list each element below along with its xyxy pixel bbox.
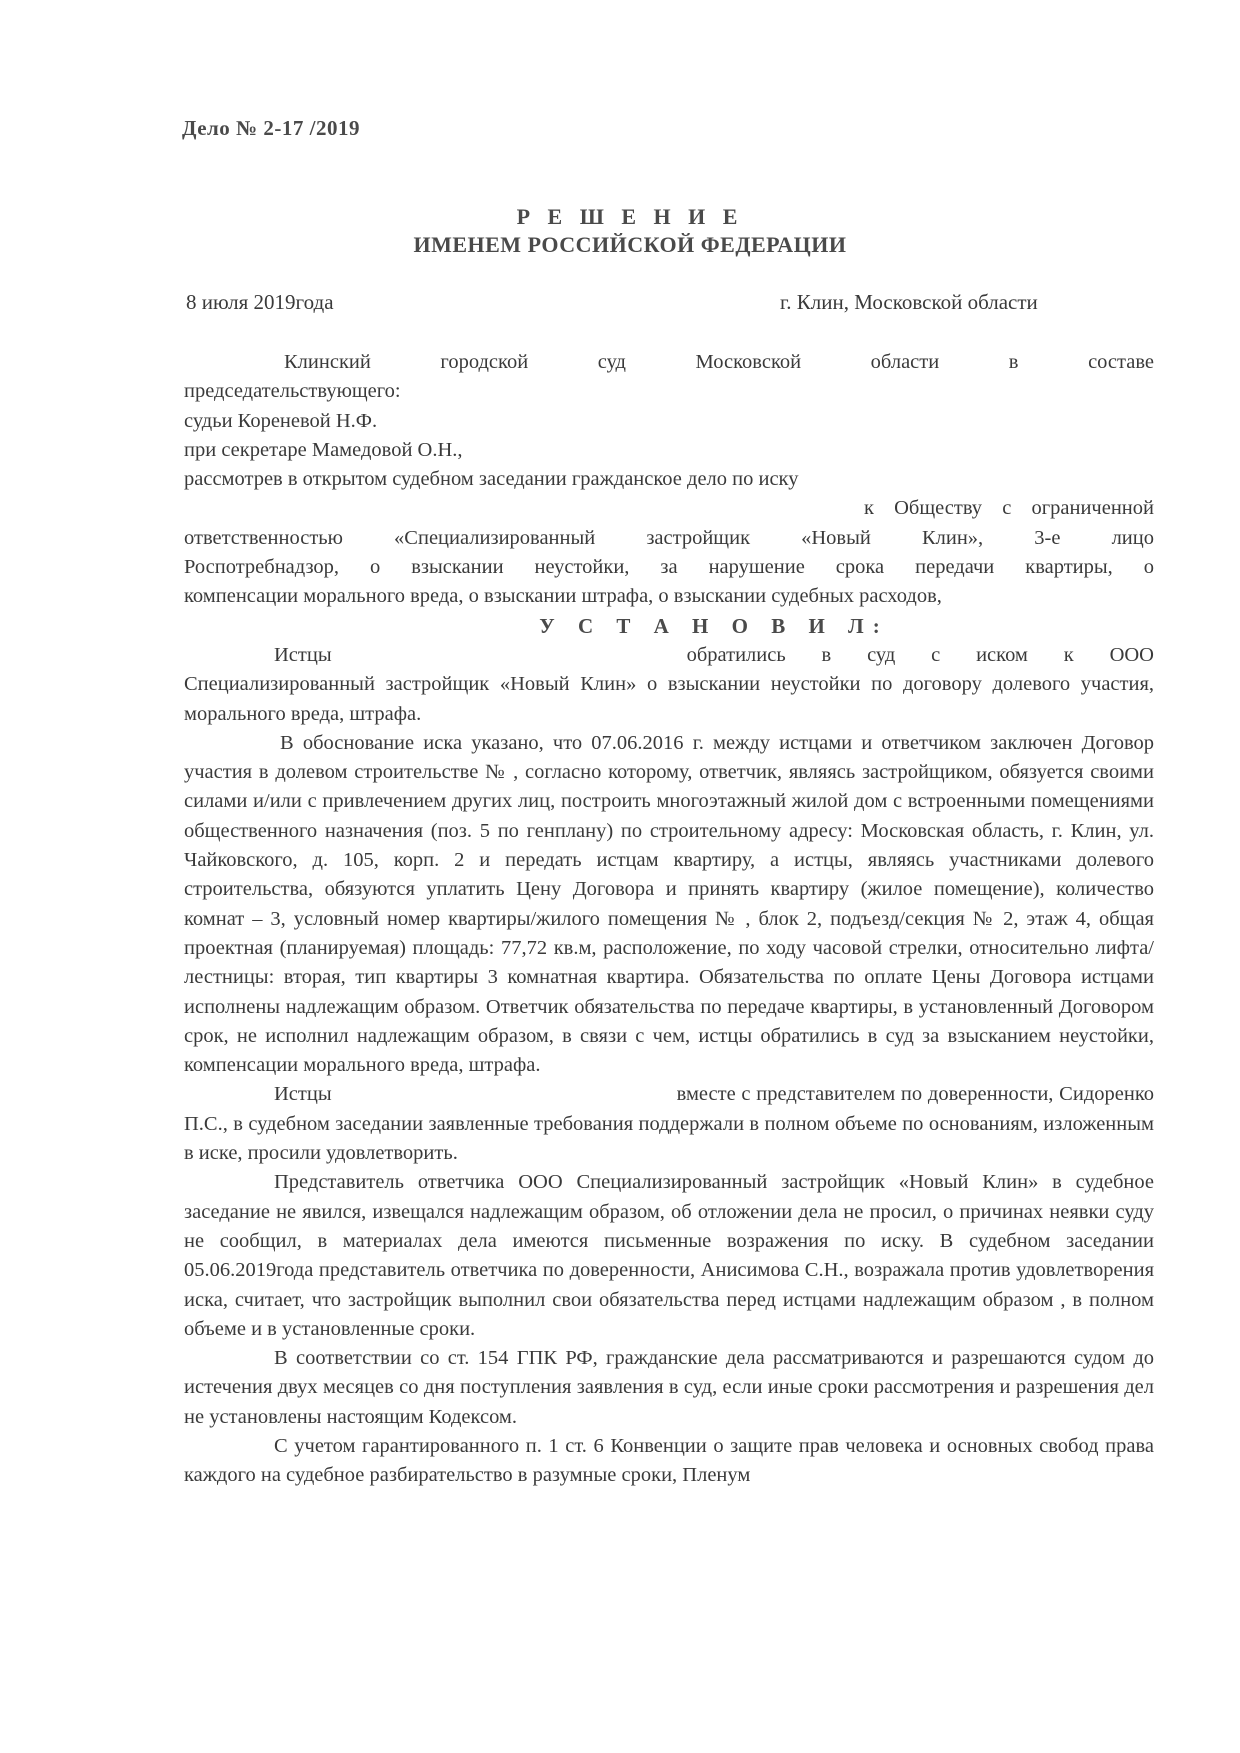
- claim-subject-line-2: компенсации морального вреда, о взыскании штрафа, о взыскании судебных расходов,: [184, 585, 942, 608]
- paragraph-3: [184, 1080, 1154, 1168]
- document-title: Р Е Ш Е Н И Е: [516, 204, 744, 229]
- paragraph-4: Представитель ответчика ООО Специализированный застройщик «Новый Клин» в судебное заседание не явился, извещался надлежащим образом, об отложении дела не просил, о причинах неявки суду не сообщил, в материалах дела имеются письменные возражения по иску. В судебном заседании 05.06.2019года представитель ответчика по доверенности, Анисимова С.Н., возражала против удовлетворения иска, считает, что застройщик выполнил свои обязательства перед истцами надлежащим образом , в полном объеме и в установленные сроки.: [184, 1171, 1154, 1340]
- defendant-text: к Обществу с ограниченной: [864, 497, 1154, 520]
- defendant-name-line: ответственностью «Специализированный застройщик «Новый Клин», 3-е лицо: [184, 526, 1154, 549]
- paragraph-3-lead: Истцы: [274, 1083, 332, 1106]
- paragraph-5: В соответствии со ст. 154 ГПК РФ, гражданские дела рассматриваются и разрешаются судом до истечения двух месяцев со дня поступления заявления в суд, если иные сроки рассмотрения и разрешения дел не установлены настоящим Кодексом.: [184, 1347, 1154, 1428]
- paragraph-1: [184, 641, 1154, 729]
- case-number: Дело № 2-17 /2019: [182, 116, 360, 140]
- document-subtitle: ИМЕНЕМ РОССИЙСКОЙ ФЕДЕРАЦИИ: [413, 232, 847, 257]
- document-body: [184, 348, 1154, 1491]
- defendant-line: [184, 494, 1154, 523]
- presiding-label: председательствующего:: [184, 380, 401, 403]
- paragraph-6: С учетом гарантированного п. 1 ст. 6 Конвенции о защите прав человека и основных свобод права каждого на судебное разбирательство в разумные сроки, Пленум: [184, 1434, 1154, 1487]
- court-composition-line: Клинский городской суд Московской области в составе: [284, 351, 1154, 373]
- decision-date: 8 июля 2019года: [186, 290, 334, 314]
- established-heading: У С Т А Н О В И Л:: [539, 613, 889, 638]
- claim-subject-line: Роспотребнадзор, о взыскании неустойки, за нарушение срока передачи квартиры, о: [184, 556, 1154, 579]
- paragraph-3-text: вместе с представителем по доверенности, Сидоренко П.С., в судебном заседании заявленные требования поддержали в полном объеме по основаниям, изложенным в иске, просили удовлетворить.: [184, 1083, 1154, 1165]
- judge-name: судьи Кореневой Н.Ф.: [184, 409, 378, 432]
- paragraph-1-text: обратились в суд с иском к ООО Специализированный застройщик «Новый Клин» о взыскании неустойки по договору долевого участия, морального вреда, штрафа.: [184, 643, 1154, 725]
- paragraph-2: В обоснование иска указано, что 07.06.2016 г. между истцами и ответчиком заключен Договор участия в долевом строительстве № , согласно которому, ответчик, являясь застройщиком, обязуется своими силами и/или с привлечением других лиц, построить многоэтажный жилой дом с встроенными помещениями общественного назначения (поз. 5 по генплану) по строительному адресу: Московская область, г. Клин, ул. Чайковского, д. 105, корп. 2 и передать истцам квартиру, а истцы, являясь участниками долевого строительства, обязуются уплатить Цену Договора и принять квартиру (жилое помещение), количество комнат – 3, условный номер квартиры/жилого помещения № , блок 2, подъезд/секция № 2, этаж 4, общая проектная (планируемая) площадь: 77,72 кв.м, расположение, по ходу часовой стрелки, относительно лифта/лестницы: вторая, тип квартиры 3 комнатная квартира. Обязательства по оплате Цены Договора истцами исполнены надлежащим образом. Ответчик обязательства по передаче квартиры, в установленный Договором срок, не исполнил надлежащим образом, в связи с чем, истцы обратились в суд за взысканием неустойки, компенсации морального вреда, штрафа.: [184, 731, 1154, 1077]
- secretary-name: при секретаре Мамедовой О.Н.,: [184, 438, 463, 461]
- paragraph-1-lead: Истцы: [274, 643, 332, 666]
- decision-place: г. Клин, Московской области: [780, 290, 1038, 314]
- case-description-line: рассмотрев в открытом судебном заседании гражданское дело по иску: [184, 468, 799, 491]
